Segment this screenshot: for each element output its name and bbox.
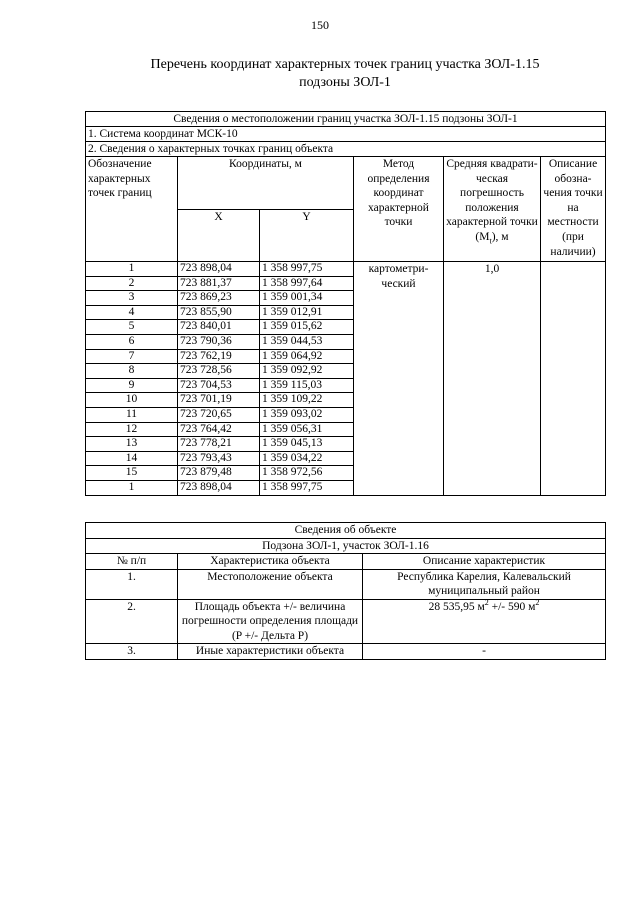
row-description [363,599,606,644]
point-x: 723 855,90 [178,305,260,320]
point-y: 1 359 056,31 [260,422,354,437]
object-info-subheader: Подзона ЗОЛ-1, участок ЗОЛ-1.16 [86,538,606,554]
row-characteristic: Местоположение объекта [178,569,363,599]
point-x: 723 704,53 [178,378,260,393]
row-description: Республика Карелия, Калевальский муниципальный район [363,569,606,599]
point-y: 1 359 064,92 [260,349,354,364]
points-info-row: 2. Сведения о характерных точках границ объекта [86,142,606,157]
row-num: 3. [86,644,178,660]
area-unit-exponent: 2 [484,597,489,607]
point-y: 1 359 045,13 [260,437,354,452]
coordinates-table [85,111,606,496]
point-x: 723 778,21 [178,437,260,452]
table-row [86,599,606,644]
tolerance-unit-exponent: 2 [535,597,540,607]
point-number: 2 [86,276,178,291]
col-error-sub: t [489,236,492,246]
point-x: 723 764,42 [178,422,260,437]
point-number: 4 [86,305,178,320]
page-title-line1: Перечень координат характерных точек границ участка ЗОЛ-1.15 [150,57,540,72]
point-y: 1 358 997,64 [260,276,354,291]
row-description: - [363,644,606,660]
point-y: 1 359 001,34 [260,291,354,306]
point-y: 1 359 015,62 [260,320,354,335]
col-description-header: Описание обозна-чения точки на местности (при наличии) [541,157,606,262]
point-x: 723 793,43 [178,451,260,466]
col-desc-header: Описание характеристик [363,554,606,570]
col-method-header: Метод определения координат характерной точки [354,157,444,262]
point-y: 1 358 972,56 [260,466,354,481]
point-number: 12 [86,422,178,437]
point-y: 1 359 115,03 [260,378,354,393]
row-characteristic: Площадь объекта +/- величина погрешности определения площади (P +/- Дельта P) [178,599,363,644]
point-y: 1 359 044,53 [260,335,354,350]
point-y: 1 358 997,75 [260,262,354,277]
point-y: 1 359 093,02 [260,407,354,422]
point-y: 1 359 092,92 [260,364,354,379]
point-number: 9 [86,378,178,393]
point-number: 7 [86,349,178,364]
table-row [86,262,606,277]
point-y: 1 359 012,91 [260,305,354,320]
point-y: 1 359 109,22 [260,393,354,408]
col-y-header: Y [260,209,354,262]
point-number: 13 [86,437,178,452]
point-number: 11 [86,407,178,422]
point-x: 723 879,48 [178,466,260,481]
point-number: 6 [86,335,178,350]
point-number: 10 [86,393,178,408]
col-error-main: Средняя квадрати-ческая погрешность положения характерной точки (M [446,158,538,244]
row-num: 1. [86,569,178,599]
point-x: 723 840,01 [178,320,260,335]
point-x: 723 762,19 [178,349,260,364]
point-number: 1 [86,480,178,495]
point-x: 723 790,36 [178,335,260,350]
point-number: 8 [86,364,178,379]
point-number: 1 [86,262,178,277]
col-designation-header: Обозначение характерных точек границ [86,157,178,262]
point-number: 14 [86,451,178,466]
col-error-header [444,157,541,262]
page-number: 150 [311,18,329,32]
coordinates-table-header: Сведения о местоположении границ участка ЗОЛ-1.15 подзоны ЗОЛ-1 [86,112,606,127]
point-y: 1 359 034,22 [260,451,354,466]
point-x: 723 720,65 [178,407,260,422]
point-number: 15 [86,466,178,481]
coordinate-system-row: 1. Система координат МСК-10 [86,127,606,142]
table-row [86,569,606,599]
area-value: 28 535,95 м [428,600,485,613]
object-info-header: Сведения об объекте [86,523,606,539]
point-x: 723 701,19 [178,393,260,408]
object-info-table [85,522,606,660]
table-row [86,644,606,660]
page-title-line2: подзоны ЗОЛ-1 [299,74,391,90]
point-number: 5 [86,320,178,335]
col-error-end: ), м [491,231,509,244]
col-coordinates-header: Координаты, м [178,157,354,210]
row-num: 2. [86,599,178,644]
point-x: 723 898,04 [178,480,260,495]
method-cell: картометри-ческий [354,262,444,496]
col-x-header: X [178,209,260,262]
area-tolerance: +/- 590 м [488,600,536,613]
point-x: 723 881,37 [178,276,260,291]
row-characteristic: Иные характеристики объекта [178,644,363,660]
point-x: 723 898,04 [178,262,260,277]
point-x: 723 869,23 [178,291,260,306]
col-num-header: № п/п [86,554,178,570]
col-char-header: Характеристика объекта [178,554,363,570]
point-number: 3 [86,291,178,306]
description-cell [541,262,606,496]
point-x: 723 728,56 [178,364,260,379]
error-cell: 1,0 [444,262,541,496]
point-y: 1 358 997,75 [260,480,354,495]
page-title [80,56,610,91]
